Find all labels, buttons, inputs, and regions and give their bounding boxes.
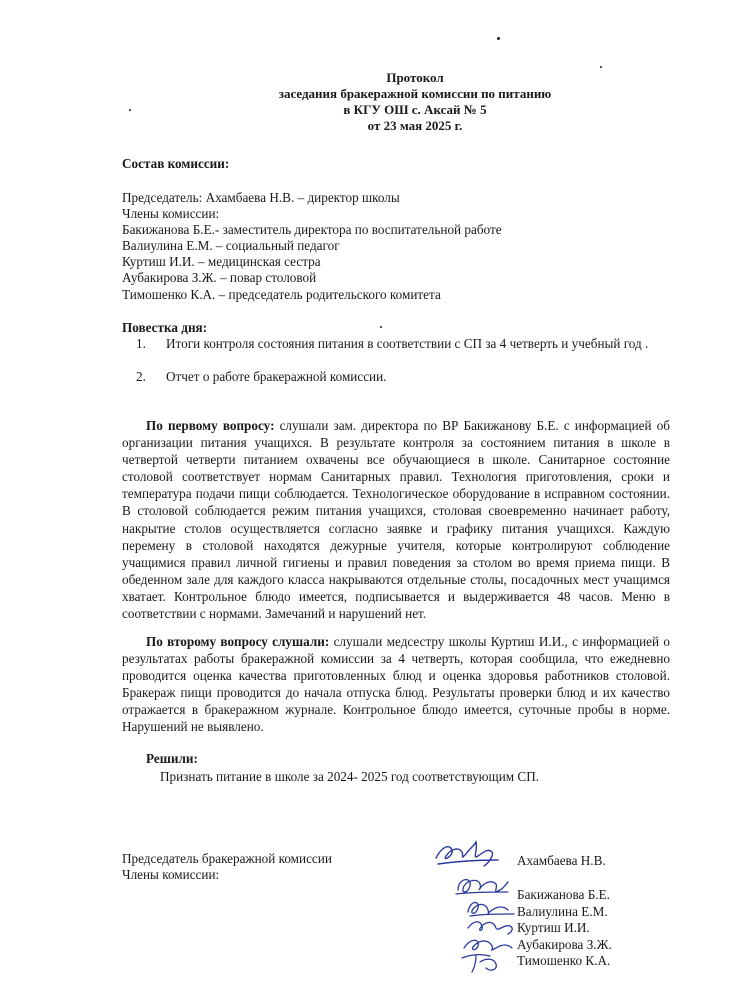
chair-signature-label: Председатель бракеражной комиссии [122, 851, 332, 866]
scan-speck [129, 109, 131, 111]
commission-member: Бакижанова Б.Е.- заместитель директора по воспитательной работе [122, 222, 502, 237]
agenda-heading: Повестка дня: [122, 320, 208, 335]
decision-text: Признать питание в школе за 2024- 2025 год соответствующим СП. [160, 769, 540, 784]
member-signature-image [456, 950, 508, 974]
doc-subtitle: заседания бракеражной комиссии по питанию [278, 86, 552, 101]
second-question-paragraph [122, 633, 670, 736]
agenda-item-number: 1. [136, 336, 146, 351]
commission-member: Тимошенко К.А. – председатель родительского комитета [122, 287, 441, 302]
signatory-name: Куртиш И.И. [517, 920, 590, 935]
first-question-text: слушали зам. директора по ВР Бакижанову Б.Е. с информацией об организации питания учащихся. В результате контроля за состоянием питания в школе в четвертой четверти питанием охвачены все обучающиеся в школе. Санитарное состояние столовой соответствует нормам Санитарных правил. Технология приготовления, сроки и температура подачи пищи соблюдается. Технологическое оборудование в исправном состоянии. В столовой соблюдается режим питания учащихся, столовая своевременно начинает работу, накрытие столов осуществляется согласно заявке и графику питания учащихся. Каждую перемену в столовой находятся дежурные учителя, которые контролируют соблюдение учащимися правил личной гигиены и правил поведения за столом во время приема пищи. В обеденном зале для каждого класса накрываются отдельные столы, посадочных мест учащимся хватает. Контрольное блюдо имеется, подписывается и выдерживается 48 часов. Меню в соответствии с нормами. Замечаний и нарушений нет. [122, 418, 671, 622]
second-question-text: слушали медсестру школы Куртиш И.И., с информацией о результатах работы бракеражной комиссии за 4 четверть, которая сообщила, что ежедневно проводится оценка качества приготовленных блюд и оценка здоровья работников столовой. Бракераж пищи проводится до начала отпуска блюд. Результаты проверки блюд и их качество отражается в бракеражном журнале. Контрольное блюдо имеется, суточные пробы в норме. Нарушений не выявлено. [122, 634, 670, 735]
scan-speck [600, 66, 602, 68]
agenda-item-text: Отчет о работе бракеражной комиссии. [166, 369, 387, 384]
agenda-item [136, 369, 676, 385]
signatory-name: Тимошенко К.А. [517, 953, 611, 968]
commission-heading: Состав комиссии: [122, 156, 230, 171]
doc-date: от 23 мая 2025 г. [367, 118, 463, 133]
agenda-item-text: Итоги контроля состояния питания в соответствии с СП за 4 четверть и учебный год . [166, 336, 649, 351]
first-question-paragraph [122, 417, 670, 622]
agenda-item-number: 2. [136, 369, 146, 384]
scan-speck [497, 37, 500, 40]
signatory-name: Валиулина Е.М. [517, 904, 608, 919]
commission-members-label: Члены комиссии: [122, 206, 220, 221]
members-signature-label: Члены комиссии: [122, 867, 220, 882]
first-question-lead: По первому вопросу: [146, 418, 275, 433]
commission-chairman: Председатель: Ахамбаева Н.В. – директор школы [122, 190, 400, 205]
doc-title: Протокол [386, 70, 444, 85]
agenda-item [136, 336, 676, 368]
signatory-name: Ахамбаева Н.В. [517, 853, 606, 868]
signatory-name: Бакижанова Б.Е. [517, 887, 610, 902]
signatory-name: Аубакирова З.Ж. [517, 937, 612, 952]
scan-speck [380, 326, 382, 328]
doc-organization: в КГУ ОШ с. Аксай № 5 [343, 102, 487, 117]
commission-member: Валиулина Е.М. – социальный педагог [122, 238, 340, 253]
second-question-lead: По второму вопросу слушали: [146, 634, 330, 649]
commission-member: Куртиш И.И. – медицинская сестра [122, 254, 321, 269]
decision-heading: Решили: [146, 751, 198, 766]
commission-member: Аубакирова З.Ж. – повар столовой [122, 270, 317, 285]
chair-signature-image [432, 836, 504, 872]
